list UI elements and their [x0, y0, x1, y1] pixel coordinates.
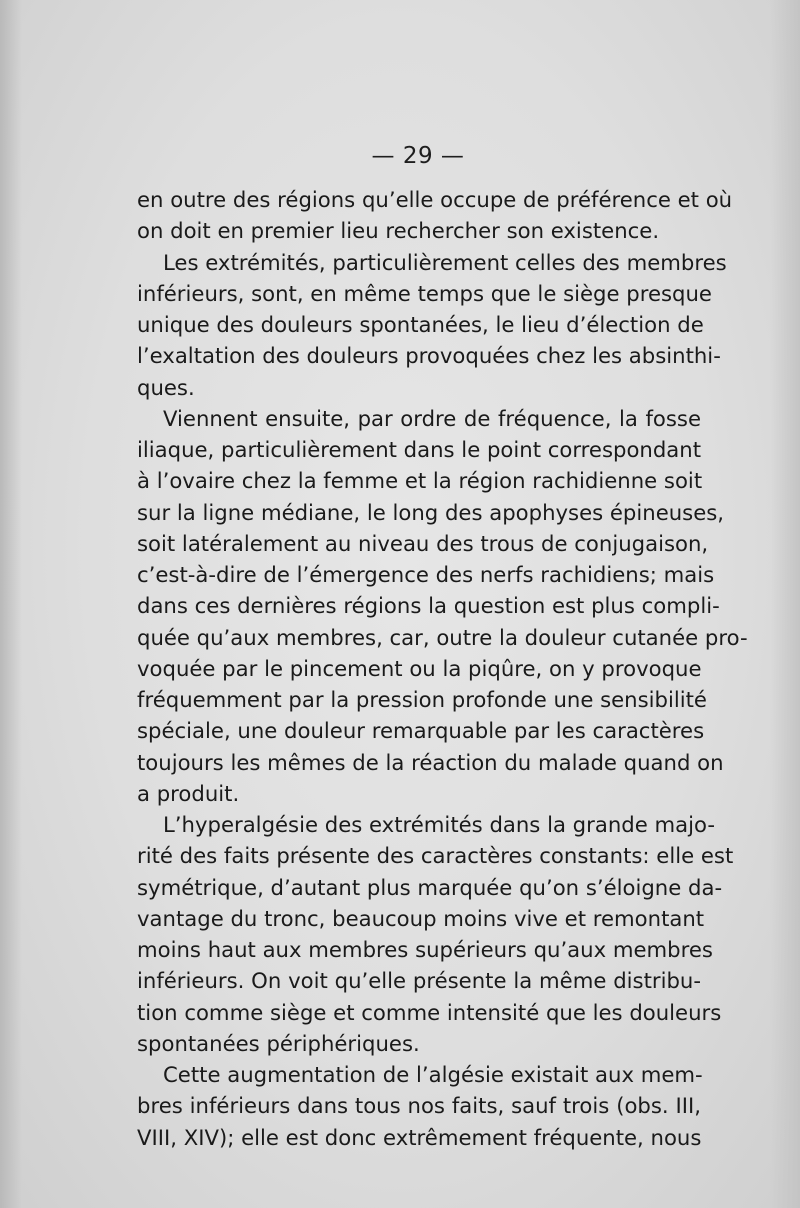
text-line: vantage du tronc, beaucoup moins vive et remontant: [137, 905, 705, 931]
text-line: inférieurs, sont, en même temps que le siège presque: [137, 280, 712, 306]
text-line: dans ces dernières régions la question est plus compli-: [137, 593, 720, 619]
text-line: sur la ligne médiane, le long des apophyses épineuses,: [137, 499, 725, 525]
text-line: à l’ovaire chez la femme et la région rachidienne soit: [137, 468, 703, 494]
text-line: soit latéralement au niveau des trous de conjugaison,: [137, 530, 709, 556]
text-line: rité des faits présente des caractères constants: elle est: [137, 843, 734, 869]
text-line: VIII, XIV); elle est donc extrêmement fréquente, nous: [137, 1124, 702, 1150]
text-line: quée qu’aux membres, car, outre la douleur cutanée pro-: [137, 624, 748, 650]
text-line: spontanées périphériques.: [137, 1030, 420, 1056]
text-line: en outre des régions qu’elle occupe de préférence et où: [137, 187, 733, 212]
page-edge-shadow-right: [770, 0, 800, 1208]
text-line: tion comme siège et comme intensité que les douleurs: [137, 999, 722, 1025]
text-line: on doit en premier lieu rechercher son existence.: [137, 218, 660, 244]
text-line: bres inférieurs dans tous nos faits, sauf trois (obs. III,: [137, 1093, 701, 1119]
text-line: symétrique, d’autant plus marquée qu’on s’éloigne da-: [137, 874, 723, 900]
text-line: iliaque, particulièrement dans le point correspondant: [137, 437, 702, 462]
text-line: voquée par le pincement ou la piqûre, on y provoque: [137, 655, 702, 681]
text-line: spéciale, une douleur remarquable par les caractères: [137, 718, 705, 744]
text-line: toujours les mêmes de la réaction du malade quand on: [137, 749, 724, 775]
text-line: Viennent ensuite, par ordre de fréquence, la fosse: [163, 405, 701, 431]
text-line: fréquemment par la pression profonde une sensibilité: [137, 687, 707, 712]
text-line: inférieurs. On voit qu’elle présente la même distribu-: [137, 968, 701, 994]
body-text: [137, 184, 748, 1153]
page-number: — 29 —: [371, 143, 465, 169]
text-line: Les extrémités, particulièrement celles des membres: [163, 249, 727, 275]
text-line: a produit.: [137, 780, 240, 806]
text-line: moins haut aux membres supérieurs qu’aux membres: [137, 937, 713, 962]
text-line: unique des douleurs spontanées, le lieu d’élection de: [137, 312, 704, 337]
text-line: L’hyperalgésie des extrémités dans la grande majo-: [163, 812, 715, 837]
text-line: ques.: [137, 374, 195, 400]
page-edge-shadow-left: [0, 0, 22, 1208]
text-line: l’exaltation des douleurs provoquées chez les absinthi-: [137, 343, 721, 369]
text-line: Cette augmentation de l’algésie existait aux mem-: [163, 1062, 703, 1087]
text-line: c’est-à-dire de l’émergence des nerfs rachidiens; mais: [137, 562, 715, 587]
